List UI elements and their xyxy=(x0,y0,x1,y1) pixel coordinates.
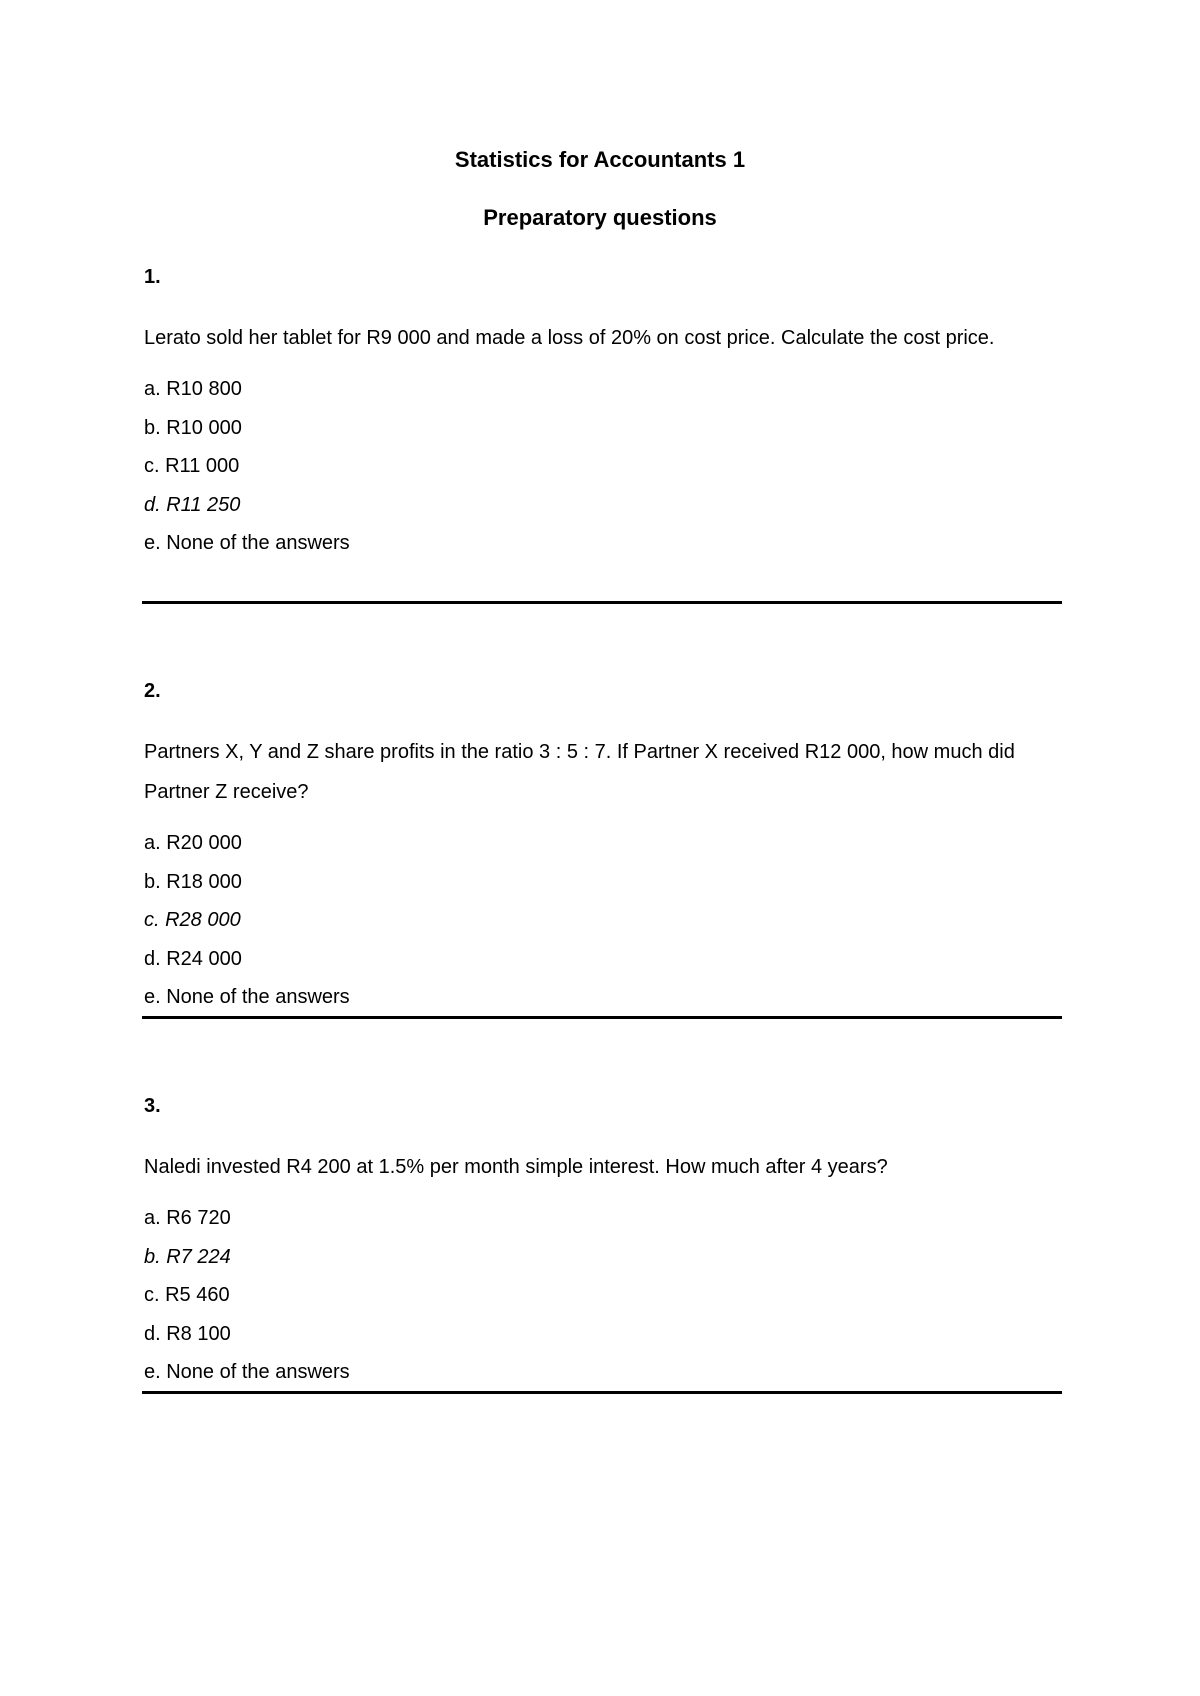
answer-option-a: a. R10 800 xyxy=(144,378,242,400)
answer-options xyxy=(144,370,1059,563)
answer-option-a: a. R6 720 xyxy=(144,1207,231,1229)
document-subtitle: Preparatory questions xyxy=(483,205,717,230)
question-2 xyxy=(144,678,1059,1017)
answer-option-b: b. R18 000 xyxy=(144,870,242,893)
question-number: 2. xyxy=(144,680,161,702)
document-title: Statistics for Accountants 1 xyxy=(454,147,746,172)
question-number: 3. xyxy=(144,1095,161,1117)
question-1 xyxy=(144,264,1059,563)
answer-option-b: b. R10 000 xyxy=(144,416,242,439)
answer-option-e: e. None of the answers xyxy=(144,532,350,554)
answer-options xyxy=(144,1199,1059,1392)
answer-option-d: d. R8 100 xyxy=(144,1322,231,1345)
answer-option-c: c. R28 000 xyxy=(144,909,241,931)
question-text: Lerato sold her tablet for R9 000 and made a loss of 20% on cost price. Calculate the cost price. xyxy=(144,327,995,349)
question-number: 1. xyxy=(144,266,161,288)
question-3 xyxy=(144,1093,1059,1392)
section-divider xyxy=(142,1391,1062,1394)
question-text: Naledi invested R4 200 at 1.5% per month simple interest. How much after 4 years? xyxy=(144,1156,888,1178)
answer-option-d: d. R11 250 xyxy=(144,493,241,516)
answer-option-e: e. None of the answers xyxy=(144,1361,350,1383)
answer-option-b: b. R7 224 xyxy=(144,1245,231,1268)
section-divider xyxy=(142,1016,1062,1019)
section-divider xyxy=(142,601,1062,604)
answer-options xyxy=(144,824,1059,1017)
answer-option-c: c. R5 460 xyxy=(144,1284,230,1306)
answer-option-c: c. R11 000 xyxy=(144,455,240,477)
answer-option-a: a. R20 000 xyxy=(144,832,242,854)
answer-option-e: e. None of the answers xyxy=(144,986,350,1008)
answer-option-d: d. R24 000 xyxy=(144,947,242,970)
question-text: Partners X, Y and Z share profits in the ratio 3 : 5 : 7. If Partner X received R12 000, how much did Partner Z receive? xyxy=(144,741,1015,803)
